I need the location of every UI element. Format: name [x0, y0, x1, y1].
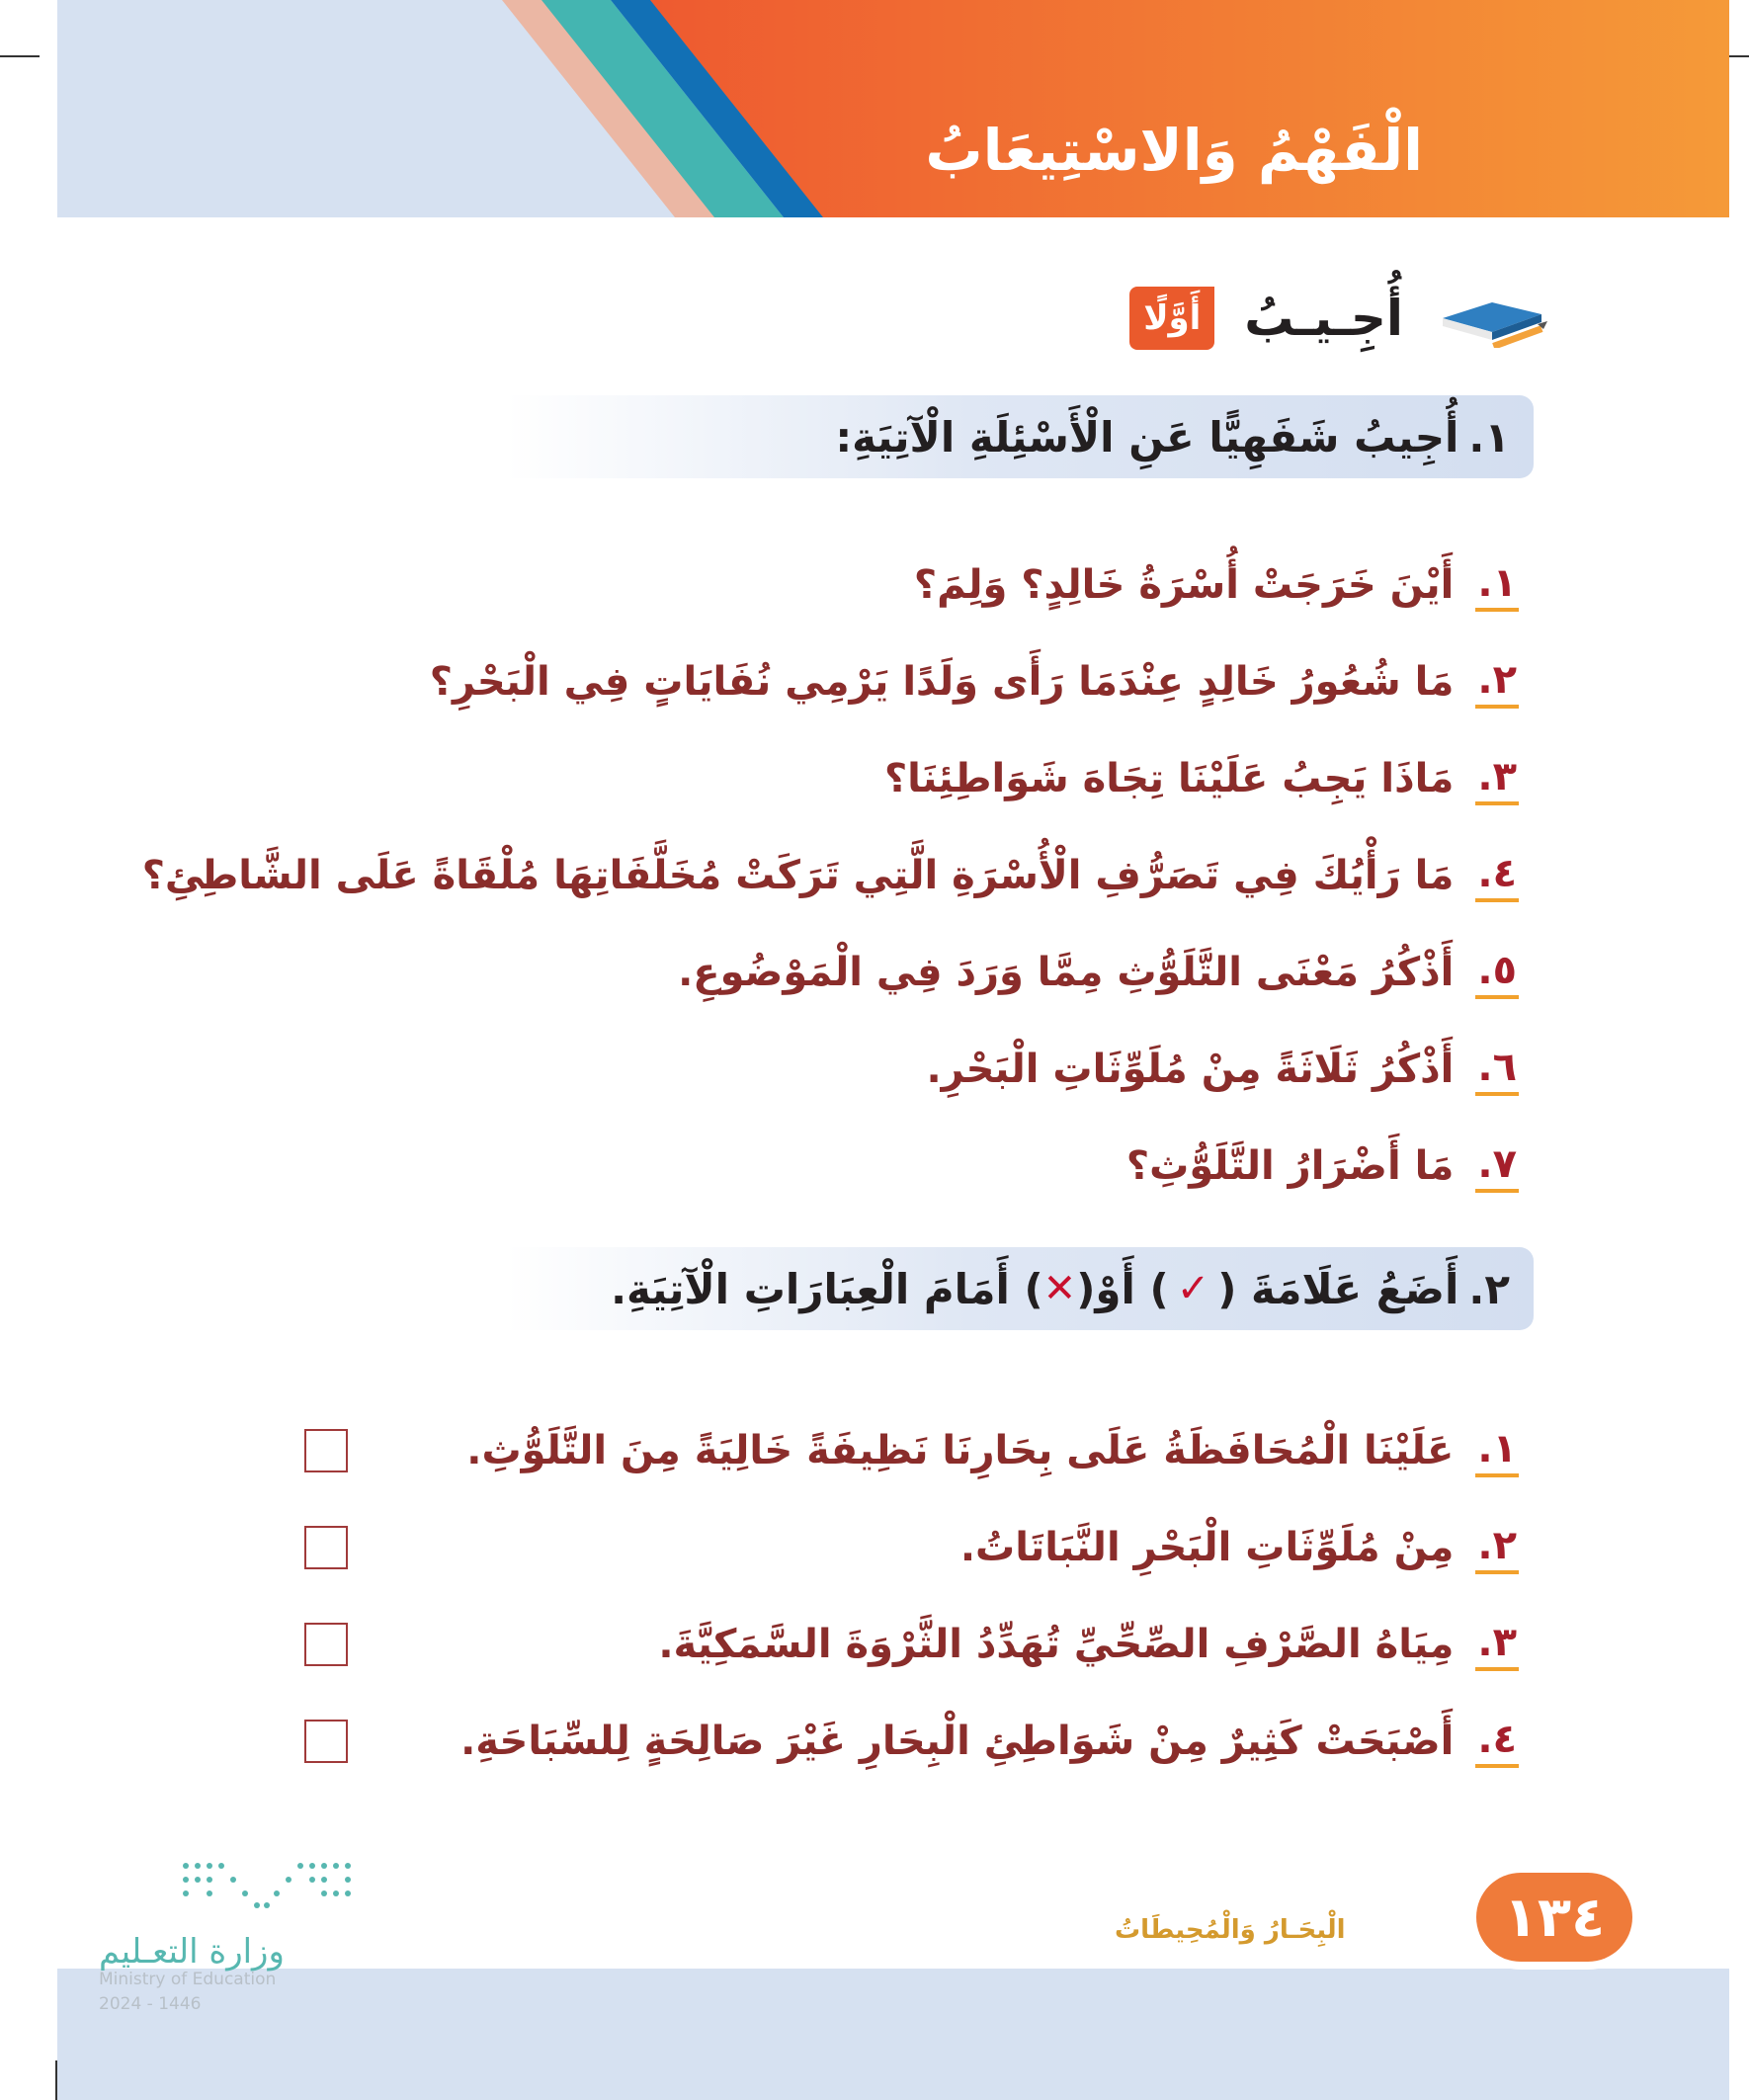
answer-checkbox[interactable]	[304, 1720, 348, 1763]
section-title: أُجِـيـبُ	[1244, 290, 1403, 347]
instruction-number: ١.	[1468, 412, 1510, 462]
statement-item	[658, 1615, 1519, 1674]
answer-checkbox[interactable]	[304, 1623, 348, 1666]
question-item	[884, 749, 1519, 808]
question-item	[1126, 1136, 1519, 1196]
ministry-name-ar: وزارة التعـليم	[99, 1932, 285, 1972]
book-pencil-icon	[1433, 289, 1551, 348]
ministry-year: 2024 - 1446	[99, 1994, 202, 2014]
footer-band	[57, 1969, 1729, 2100]
statement-number: ١.	[1475, 1424, 1519, 1477]
banner-stripes	[57, 0, 1729, 217]
question-number: ٢.	[1475, 655, 1519, 709]
question-item	[926, 1040, 1519, 1099]
statement-text: أَصْبَحَتْ كَثِيرٌ مِنْ شَوَاطِئِ الْبِحَارِ غَيْرَ صَالِحَةٍ لِلسِّبَاحَةِ.	[460, 1719, 1455, 1764]
question-text: أَيْنَ خَرَجَتْ أُسْرَةُ خَالِدٍ؟ وَلِمَ؟	[913, 562, 1455, 608]
question-item	[678, 943, 1519, 1002]
answer-checkbox[interactable]	[304, 1526, 348, 1569]
question-text: مَاذَا يَجِبُ عَلَيْنَا تِجَاهَ شَوَاطِئِنَا؟	[883, 756, 1455, 801]
statement-item	[460, 1712, 1519, 1771]
statement-number: ٢.	[1475, 1521, 1519, 1574]
question-text: مَا شُعُورُ خَالِدٍ عِنْدَمَا رَأَى وَلَدًا يَرْمِي نُفَايَاتٍ فِي الْبَحْرِ؟	[429, 659, 1455, 705]
question-item	[914, 555, 1519, 615]
statement-text: عَلَيْنَا الْمُحَافَظَةُ عَلَى بِحَارِنَا نَظِيفَةً خَالِيَةً مِنَ التَّلَوُّثِ.	[466, 1428, 1455, 1473]
cross-mark-icon: ✕	[1042, 1266, 1077, 1311]
ordinal-badge: أَوَّلًا	[1129, 287, 1214, 350]
instruction-text: أُجِيبُ شَفَهِيًّا عَنِ الْأَسْئِلَةِ الْآتِيَةِ:	[835, 412, 1459, 462]
unit-name: الْبِحَـارُ وَالْمُحِيطَاتُ	[1115, 1915, 1346, 1945]
statement-number: ٤.	[1475, 1715, 1519, 1768]
question-number: ٤.	[1475, 849, 1519, 902]
question-text: مَا رَأْيُكَ فِي تَصَرُّفِ الْأُسْرَةِ الَّتِي تَرَكَتْ مُخَلَّفَاتِهَا مُلْقَاةً عَلَى الشَّاطِئِ؟	[141, 853, 1455, 898]
answer-checkbox[interactable]	[304, 1429, 348, 1472]
statement-item	[466, 1421, 1519, 1480]
page-number: ١٣٤	[1476, 1873, 1632, 1962]
ministry-name-en: Ministry of Education	[99, 1970, 277, 1989]
check-mark-icon: ✓	[1176, 1266, 1210, 1311]
ministry-logo-icon	[178, 1858, 356, 1913]
question-text: أَذْكُرُ ثَلَاثَةً مِنْ مُلَوِّثَاتِ الْبَحْرِ.	[926, 1047, 1455, 1092]
statement-number: ٣.	[1475, 1618, 1519, 1671]
header-banner	[57, 0, 1729, 217]
instruction-text-b: ) أَوْ(	[1076, 1264, 1169, 1313]
question-item	[430, 652, 1519, 712]
question-text: أَذْكُرُ مَعْنَى التَّلَوُّثِ مِمَّا وَرَدَ فِي الْمَوْضُوعِ.	[678, 950, 1455, 995]
question-number: ٣.	[1475, 752, 1519, 805]
statement-text: مِنْ مُلَوِّثَاتِ الْبَحْرِ النَّبَاتَاتُ.	[959, 1525, 1455, 1570]
section-header	[1129, 287, 1551, 350]
question-number: ١.	[1475, 558, 1519, 612]
question-text: مَا أَضْرَارُ التَّلَوُّثِ؟	[1125, 1143, 1455, 1189]
statement-text: مِيَاهُ الصَّرْفِ الصِّحِّيِّ تُهَدِّدُ الثَّرْوَةَ السَّمَكِيَّةَ.	[658, 1622, 1455, 1667]
instruction-oral-questions	[506, 395, 1534, 478]
question-number: ٥.	[1475, 946, 1519, 999]
crop-mark	[0, 55, 40, 57]
instruction-text-c: ) أَمَامَ الْعِبَارَاتِ الْآتِيَةِ.	[611, 1264, 1043, 1313]
page-title: الْفَهْمُ وَالاسْتِيعَابُ	[925, 117, 1423, 184]
instruction-true-false	[506, 1247, 1534, 1330]
question-item	[142, 846, 1519, 905]
instruction-text-a: أَضَعُ عَلَامَةَ (	[1217, 1264, 1459, 1313]
instruction-number: ٢.	[1468, 1264, 1510, 1313]
question-number: ٧.	[1475, 1139, 1519, 1193]
statement-item	[960, 1518, 1519, 1577]
question-number: ٦.	[1475, 1043, 1519, 1096]
